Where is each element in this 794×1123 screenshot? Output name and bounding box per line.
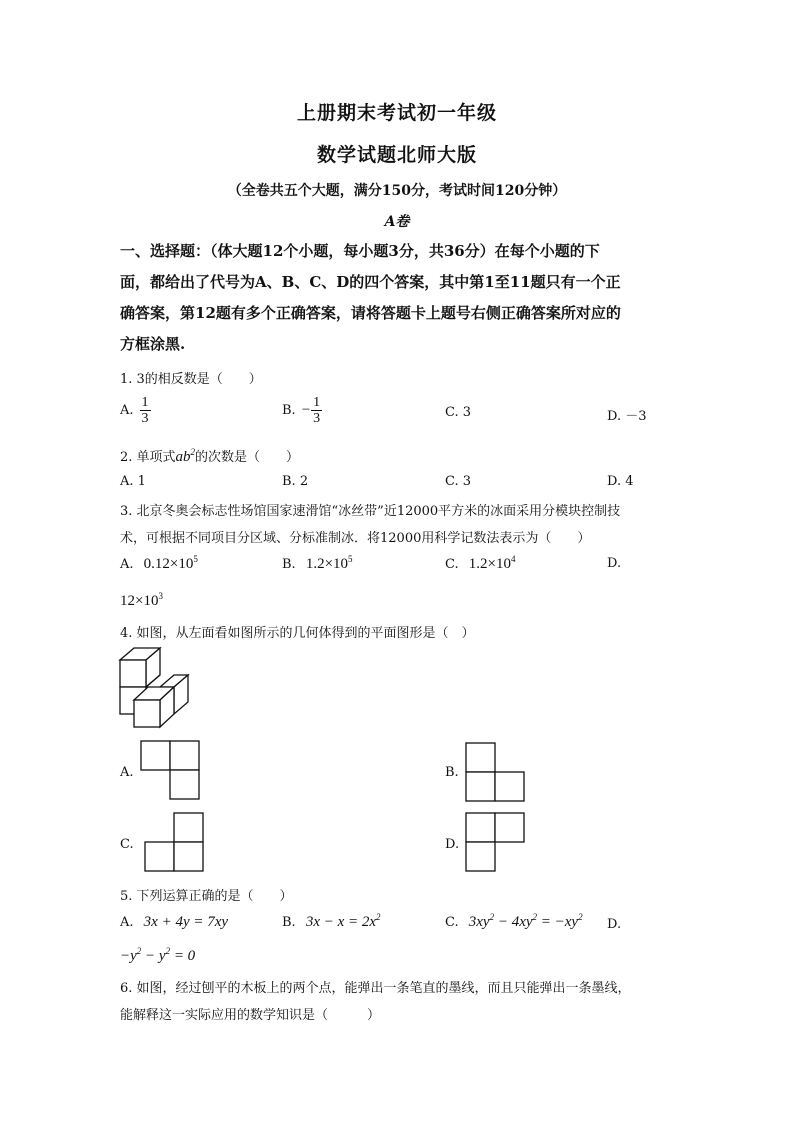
q5-d-exp2: 2 [165,946,171,956]
q6-stem-line1: 6. 如图，经过刨平的木板上的两个点，能弹出一条笔直的墨线，而且只能弹出一条墨线， [120,981,631,996]
q1-a-fraction [140,395,151,426]
q4-option-d-figure [0,0,1,1]
q5-c-label: C. [445,915,459,930]
q2-option-d: D. 4 [607,474,634,489]
q3-stem-line1: 3. 北京冬奥会标志性场馆国家速滑馆“冰丝带”近12000平方米的冰面采用分模块控制技 [120,504,621,519]
q1-a-numerator: 1 [141,395,149,410]
q4-option-b-label: B. [445,765,459,780]
q2-stem-post: 的次数是（ ） [195,450,300,465]
square [495,813,524,842]
q5-option-d-label: D. [607,917,622,932]
q5-option-b [282,914,381,931]
q1-b-sign: − [301,402,311,418]
square [466,772,495,801]
q2-stem [120,446,299,466]
square [174,813,203,842]
q3-d-base: 12×10 [120,593,159,609]
q5-d-part2: − y [141,948,166,964]
q4-option-a-label: A. [120,765,134,780]
q5-a-label: A. [120,915,134,930]
section1-line4: 方框涂黑. [120,335,186,353]
q5-option-d-expr [120,948,195,965]
q3-c-expr [469,556,516,572]
q6-stem-line2: 能解释这一实际应用的数学知识是（ ） [120,1008,381,1023]
q5-c-part2: − 4xy [494,914,533,930]
q5-option-c [445,914,583,931]
q3-a-label: A. [120,557,134,572]
q1-option-d: D. －3 [607,409,647,424]
q3-c-base: 1.2×10 [468,556,511,572]
square [495,772,524,801]
square [174,842,203,871]
q4-option-d-label: D. [445,837,460,852]
square [141,741,170,770]
q5-d-exp1: 2 [136,946,142,956]
q5-c-exp3: 2 [578,912,583,922]
section1-line1: 一、选择题：（体大题12个小题，每小题3分，共36分）在每个小题的下 [120,242,600,260]
q3-option-d-label: D. [607,556,622,571]
cube-front-face [120,660,146,687]
q4-option-c-label: C. [120,837,134,852]
q5-stem: 5. 下列运算正确的是（ ） [120,889,293,904]
q3-b-expr [306,556,353,572]
q5-option-a [120,914,228,931]
q5-b-exp: 2 [376,912,381,922]
q3-d-exp: 3 [158,591,163,601]
q2-option-b: B. 2 [282,474,309,489]
q2-option-a: A. 1 [120,474,146,489]
q3-a-base: 0.12×10 [143,556,194,572]
q4-stem: 4. 如图，从左面看如图所示的几何体得到的平面图形是（ ） [120,626,475,641]
exam-title-line2: 数学试题北师大版 [316,144,477,166]
q5-c-part1: 3xy [468,914,490,930]
cube-front-face-middle [134,700,160,727]
exam-subtitle: （全卷共五个大题，满分150分，考试时间120分钟） [227,183,567,199]
q5-c-expr [469,914,583,930]
q1-stem: 1. 3的相反数是（ ） [120,372,262,387]
q3-option-c [445,556,515,573]
q1-option-b [282,395,322,426]
q5-b-expr [306,914,381,930]
q1-option-a [120,395,151,426]
q5-b-base: 3x − x = 2x [305,914,377,930]
q3-a-exp: 5 [193,554,198,564]
volume-label: A卷 [384,214,410,230]
square [170,741,199,770]
q5-c-exp1: 2 [489,912,495,922]
square [145,842,174,871]
square [170,770,199,799]
q5-d-part1: −y [120,948,137,964]
q2-monomial [176,449,196,465]
q1-a-label: A. [120,403,134,418]
q1-a-denominator: 3 [141,411,149,426]
q3-stem-line2: 术，可根据不同项目分区域、分标准制冰．将12000用科学记数法表示为（ ） [120,531,591,546]
q2-stem-pre: 2. 单项式 [120,450,176,465]
q3-option-b [282,556,353,573]
q3-a-expr [144,556,198,572]
section1-line2: 面，都给出了代号为A、B、C、D的四个答案，其中第1至11题只有一个正 [120,273,621,291]
q5-c-exp2: 2 [532,912,538,922]
q1-b-fraction [311,395,322,426]
q1-b-denominator: 3 [313,411,321,426]
exam-title-line1: 上册期末考试初一年级 [296,102,497,124]
q3-c-exp: 4 [510,554,516,564]
q3-b-base: 1.2×10 [305,556,349,572]
square [466,743,495,772]
section1-line3: 确答案，第12题有多个正确答案，请将答题卡上题号右侧正确答案所对应的 [120,304,621,322]
q3-option-d-expr [120,593,163,610]
square [466,813,495,842]
q1-option-c: C. 3 [445,405,472,420]
q3-b-label: B. [282,557,296,572]
q1-b-numerator: 1 [313,395,321,410]
square [466,842,495,871]
q2-monomial-base: ab [175,449,191,465]
q5-b-label: B. [282,915,296,930]
q5-a-expr: 3x + 4y = 7xy [143,914,229,930]
q3-b-exp: 5 [348,554,353,564]
q1-b-label: B. [282,403,296,418]
q3-option-a [120,556,198,573]
q2-option-c: C. 3 [445,474,472,489]
q5-c-part3: = −xy [537,914,579,930]
q2-monomial-exp: 2 [190,447,196,457]
q5-d-part3: = 0 [170,948,196,964]
q3-c-label: C. [445,557,459,572]
